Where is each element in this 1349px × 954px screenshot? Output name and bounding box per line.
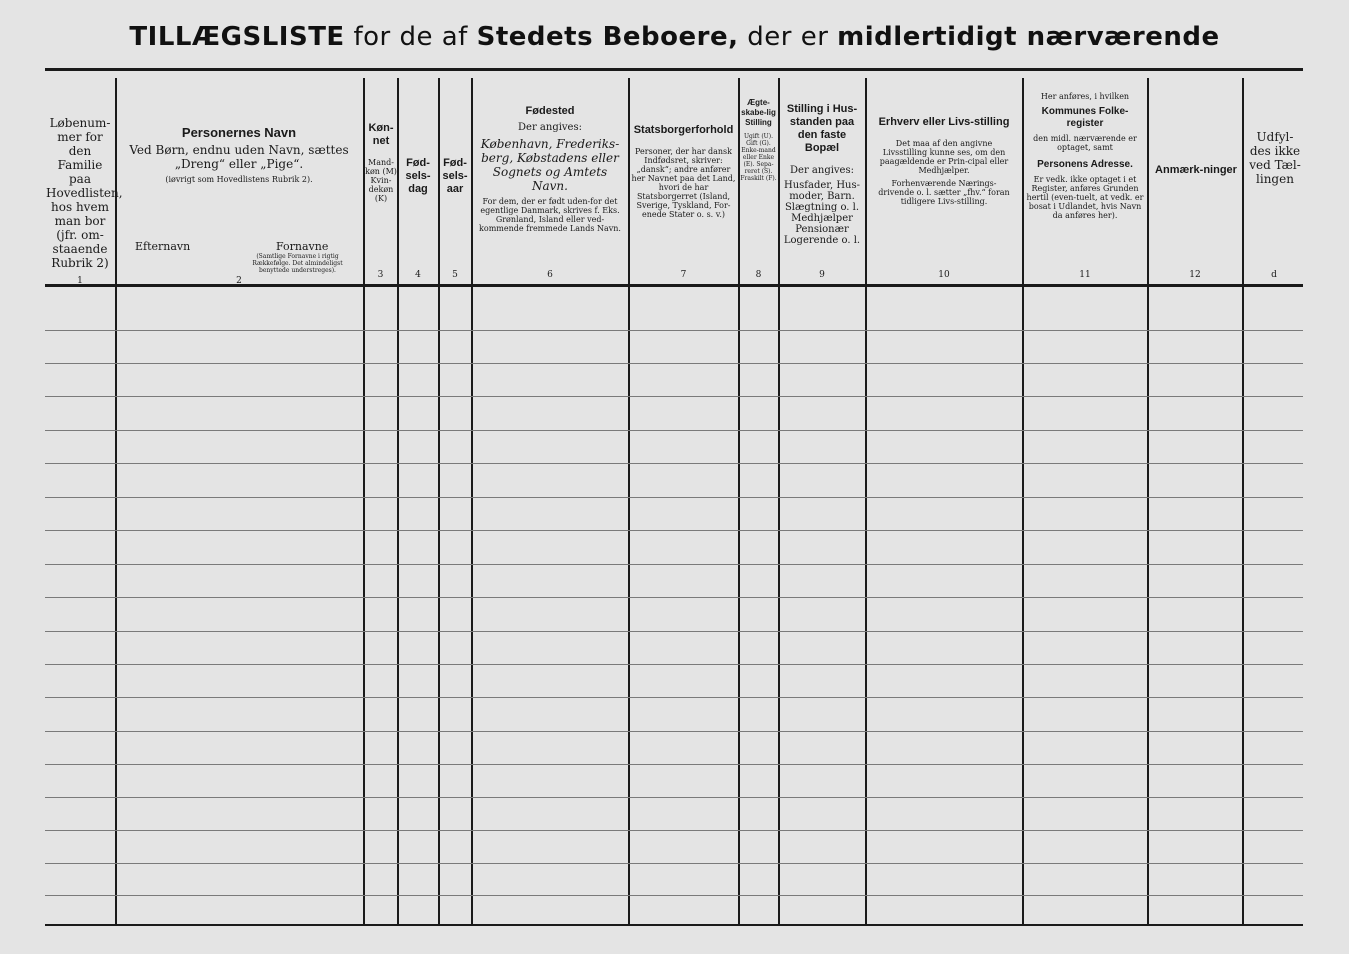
row-line (45, 895, 1303, 896)
col9-header (781, 103, 863, 246)
col2-firstname-note-box (245, 253, 350, 274)
col5-header (440, 157, 470, 196)
col9-number: 9 (819, 270, 825, 280)
bottom-rule (45, 924, 1303, 926)
col-d-number: d (1271, 270, 1277, 280)
row-line (45, 396, 1303, 397)
row-line (45, 731, 1303, 732)
col6-sub: Der angives: (518, 122, 582, 133)
form-title (0, 22, 1349, 52)
row-line (45, 664, 1303, 665)
col7-heading: Statsborgerforhold (633, 124, 734, 136)
col6-desc: For dem, der er født uden-for det egentlige Danmark, skrives f. Eks. Grønland, Island eller ved-kommende fremmede Lands Navn. (479, 197, 621, 233)
col11-heading2: Personens Adresse. (1037, 159, 1133, 170)
col6-heading: Fødested (525, 105, 575, 117)
row-line (45, 564, 1303, 565)
col6-header (476, 105, 624, 233)
row-line (45, 797, 1303, 798)
row-line (45, 530, 1303, 531)
col10-header (875, 116, 1013, 206)
col2-note: (iøvrigt som Hovedlistens Rubrik 2). (165, 175, 313, 184)
col10-desc: Det maa af den angivne Livsstilling kunne ses, om den paagældende er Prin-cipal eller Medhjælper. (879, 139, 1009, 175)
col6-places: København, Frederiks-berg, Købstadens eller Sognets og Amtets Navn. (480, 137, 620, 193)
col-d-header (1247, 130, 1303, 186)
col9-desc: Husfader, Hus-moder, Barn. Slægtning o. l. Medhjælper Pensionær Logerende o. l. (783, 180, 861, 246)
col11-heading: Kommunes Folke-register (1041, 106, 1129, 129)
title-text-4: midlertidigt nærværende (837, 22, 1220, 52)
col2-header (124, 126, 354, 184)
col8-desc: Ugift (U). Gift (G). Enke-mand eller Enke (E). Sepa-reret (S). Fraskilt (F). (740, 133, 777, 182)
col4-heading: Fød-sels-dag (405, 157, 431, 195)
col9-sub: Der angives: (790, 165, 854, 176)
col8-heading: Ægte-skabe-lig Stilling (741, 98, 776, 127)
title-text-2: Stedets Beboere, (476, 22, 739, 52)
title-word-tillaegsliste: TILLÆGSLISTE (129, 22, 345, 52)
col12-header (1152, 164, 1240, 177)
row-line (45, 597, 1303, 598)
row-line (45, 830, 1303, 831)
col2-desc: Ved Børn, endnu uden Navn, sættes „Dreng“ eller „Pige“. (129, 143, 349, 171)
col5-number: 5 (452, 270, 458, 280)
col11-desc: Er vedk. ikke optaget i et Register, anføres Grunden hertil (even-tuelt, at vedk. er bosat i Udlandet, hvis Navn da anføres her). (1026, 175, 1144, 220)
col11-header (1026, 92, 1144, 220)
col2-firstname-label: Fornavne (276, 240, 329, 253)
row-line (45, 631, 1303, 632)
col12-heading: Anmærk-ninger (1155, 164, 1237, 176)
col3-header (365, 122, 397, 203)
col1-number: 1 (77, 276, 83, 286)
row-line (45, 330, 1303, 331)
col7-desc: Personer, der har dansk Indfødsret, skriver: „dansk“; andre anfører her Navnet paa det Land, hvori de har Statsborgerret (Island, Sverige, Tyskland, For-enede Stater o. s. v.) (631, 147, 736, 219)
col1-header (46, 116, 123, 270)
col1-text: Løbenum-mer for den Familie paa Hovedlisten, hos hvem man bor (jfr. om-staaende Rubrik 2) (46, 116, 123, 270)
col10-number: 10 (938, 270, 950, 280)
col2-surname-label: Efternavn (135, 240, 191, 253)
col12-number: 12 (1189, 270, 1201, 280)
col-d-heading: Udfyl-des ikke ved Tæl-lingen (1249, 130, 1301, 186)
col2-number: 2 (236, 276, 242, 286)
row-line (45, 363, 1303, 364)
col4-header (399, 157, 437, 196)
col2-firstname-note: (Samtlige Fornavne i rigtig Rækkefølge. Det almindeligst benyttede understreges). (252, 253, 343, 274)
top-rule (45, 68, 1303, 71)
col2-heading: Personernes Navn (181, 125, 297, 140)
col9-heading: Stilling i Hus-standen paa den faste Bopæl (786, 103, 858, 154)
col6-number: 6 (547, 270, 553, 280)
col3-desc: Mand-køn (M) Kvin-dekøn (K) (365, 158, 397, 203)
col10-desc2: Forhenværende Nærings-drivende o. l. sætter „fhv.“ foran tidligere Livs-stilling. (878, 179, 1010, 206)
row-line (45, 497, 1303, 498)
col8-number: 8 (755, 270, 762, 280)
col8-header (740, 98, 777, 182)
col7-number: 7 (680, 270, 687, 280)
col3-number: 3 (377, 270, 384, 280)
title-text-3: der er (747, 22, 829, 52)
col7-header (631, 124, 736, 219)
col11-mid: den midl. nærværende er optaget, samt (1033, 134, 1137, 152)
row-line (45, 430, 1303, 431)
col5-heading: Fød-sels-aar (442, 157, 468, 195)
col3-heading: Køn-net (368, 122, 394, 147)
row-line (45, 697, 1303, 698)
row-line (45, 863, 1303, 864)
col10-heading: Erhverv eller Livs-stilling (878, 116, 1010, 128)
col11-pre: Her anføres, i hvilken (1040, 92, 1130, 101)
row-line (45, 463, 1303, 464)
col11-number: 11 (1079, 270, 1091, 280)
col4-number: 4 (415, 270, 421, 280)
title-text-1: for de af (353, 22, 468, 52)
row-line (45, 764, 1303, 765)
